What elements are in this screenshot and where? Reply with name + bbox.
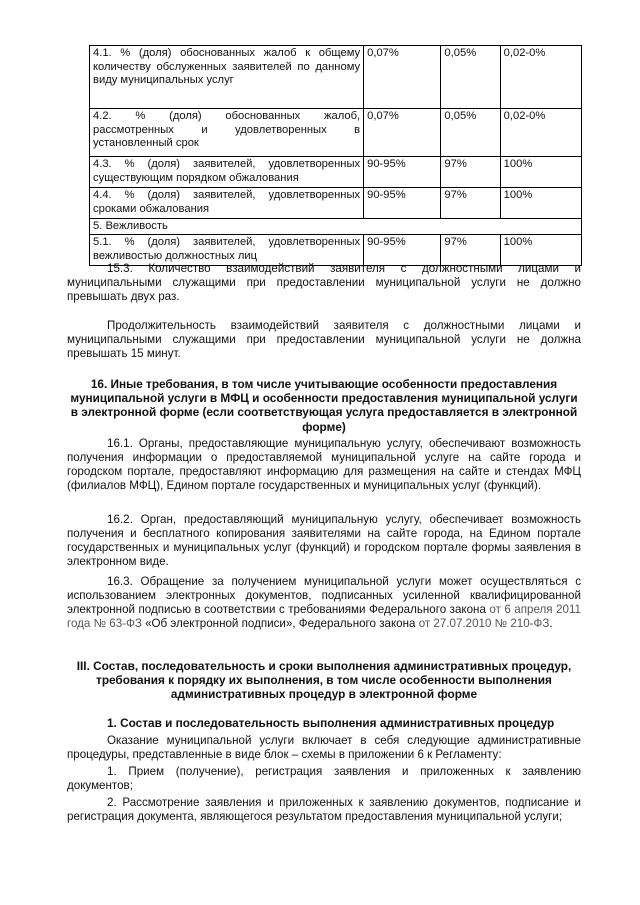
list-item-2: 2. Рассмотрение заявления и приложенных к заявлению документов, подписание и регистрация документа, являющегося результатом предоставления муниципальной услуги; (67, 796, 581, 824)
heading-section-16: 16. Иные требования, в том числе учитывающие особенности предоставления муниципальной услуги в МФЦ и особенности предоставления муниципальной услуги в электронной форме (если соответствующая услуга предоставляется в электронной форме) (70, 377, 578, 434)
paragraph-16-3-text-end: . (549, 617, 553, 631)
table-cell-actual: 97% (441, 157, 500, 188)
paragraph-16-3-text: 16.3. Обращение за получением муниципальной услуги может осуществляться с использованием электронных документов, подписанных усиленной квалифицированной электронной подписью в соответствии с требованиями Федерального закона (67, 575, 581, 617)
table-cell-actual: 97% (441, 235, 500, 266)
table-cell-indicator: 4.2. % (доля) обоснованных жалоб, рассмотренных и удовлетворенных в установленный срок (90, 109, 364, 157)
subheading-1: 1. Состав и последовательность выполнения административных процедур (107, 716, 555, 730)
paragraph-15-3: 15.3. Количество взаимодействий заявителя с должностными лицами и муниципальными служащими при предоставлении муниципальной услуги не должно превышать двух раз. (67, 262, 581, 304)
table-cell-norm: 90-95% (364, 235, 441, 266)
table-cell-norm: 0,07% (364, 109, 441, 157)
paragraph-16-2: 16.2. Орган, предоставляющий муниципальную услугу, обеспечивает возможность получения и бесплатного копирования заявителями на сайте города, на Едином портале государственных и муниципальных услуг (функций) и городском портале формы заявления в электронном виде. (67, 513, 581, 569)
table-cell-indicator: 4.3. % (доля) заявителей, удовлетворенных существующим порядком обжалования (90, 157, 364, 188)
table-row (90, 157, 582, 188)
table-cell-actual: 97% (441, 188, 500, 219)
paragraph-16-3 (67, 575, 581, 631)
table-row (90, 235, 582, 266)
paragraph-procedures-intro: Оказание муниципальной услуги включает в себя следующие административные процедуры, представленные в виде блок – схемы в приложении 6 к Регламенту: (67, 734, 581, 762)
paragraph-16-3-text-mid: «Об электронной подписи», Федерального закона (141, 617, 419, 631)
paragraph-16-1: 16.1. Органы, предоставляющие муниципальную услугу, обеспечивают возможность получения информации о предоставляемой муниципальной услуге на сайте города и городском портале, предоставляют информацию для размещения на сайте и стендах МФЦ (филиалов МФЦ), Едином портале государственных и муниципальных услуг (функций). (67, 437, 581, 493)
table-cell-target: 100% (500, 235, 581, 266)
table-section-row (90, 219, 582, 235)
heading-section-3: III. Состав, последовательность и сроки выполнения административных процедур, требования к порядку их выполнения, в том числе особенности выполнения административных процедур в электронной форме (76, 659, 572, 702)
table-cell-target: 100% (500, 157, 581, 188)
table-cell-indicator: 5.1. % (доля) заявителей, удовлетворенных вежливостью должностных лиц (90, 235, 364, 266)
table-cell-target: 100% (500, 188, 581, 219)
indicators-table (89, 45, 582, 266)
table-row (90, 46, 582, 109)
table-cell-indicator: 4.4. % (доля) заявителей, удовлетворенных сроками обжалования (90, 188, 364, 219)
law-reference-210fz: от 27.07.2010 № 210-ФЗ (418, 617, 550, 631)
table-cell-target: 0,02-0% (500, 46, 581, 109)
table-row (90, 109, 582, 157)
table-cell-norm: 90-95% (364, 157, 441, 188)
table-row (90, 188, 582, 219)
paragraph-15-3-duration: Продолжительность взаимодействий заявителя с должностными лицами и муниципальными служащими при предоставлении муниципальной услуги не должна превышать 15 минут. (67, 319, 581, 361)
table-cell-norm: 0,07% (364, 46, 441, 109)
table-cell-indicator: 4.1. % (доля) обоснованных жалоб к общему количеству обслуженных заявителей по данному виду муниципальных услуг (90, 46, 364, 109)
table-cell-actual: 0,05% (441, 46, 500, 109)
list-item-1: 1. Прием (получение), регистрация заявления и приложенных к заявлению документов; (67, 765, 581, 793)
law-reference-63fz: от 6 апреля 2011 года № 63-ФЗ (67, 603, 581, 631)
table-cell-norm: 90-95% (364, 188, 441, 219)
table-cell-target: 0,02-0% (500, 109, 581, 157)
table-section-cell: 5. Вежливость (90, 219, 582, 235)
table-cell-actual: 0,05% (441, 109, 500, 157)
